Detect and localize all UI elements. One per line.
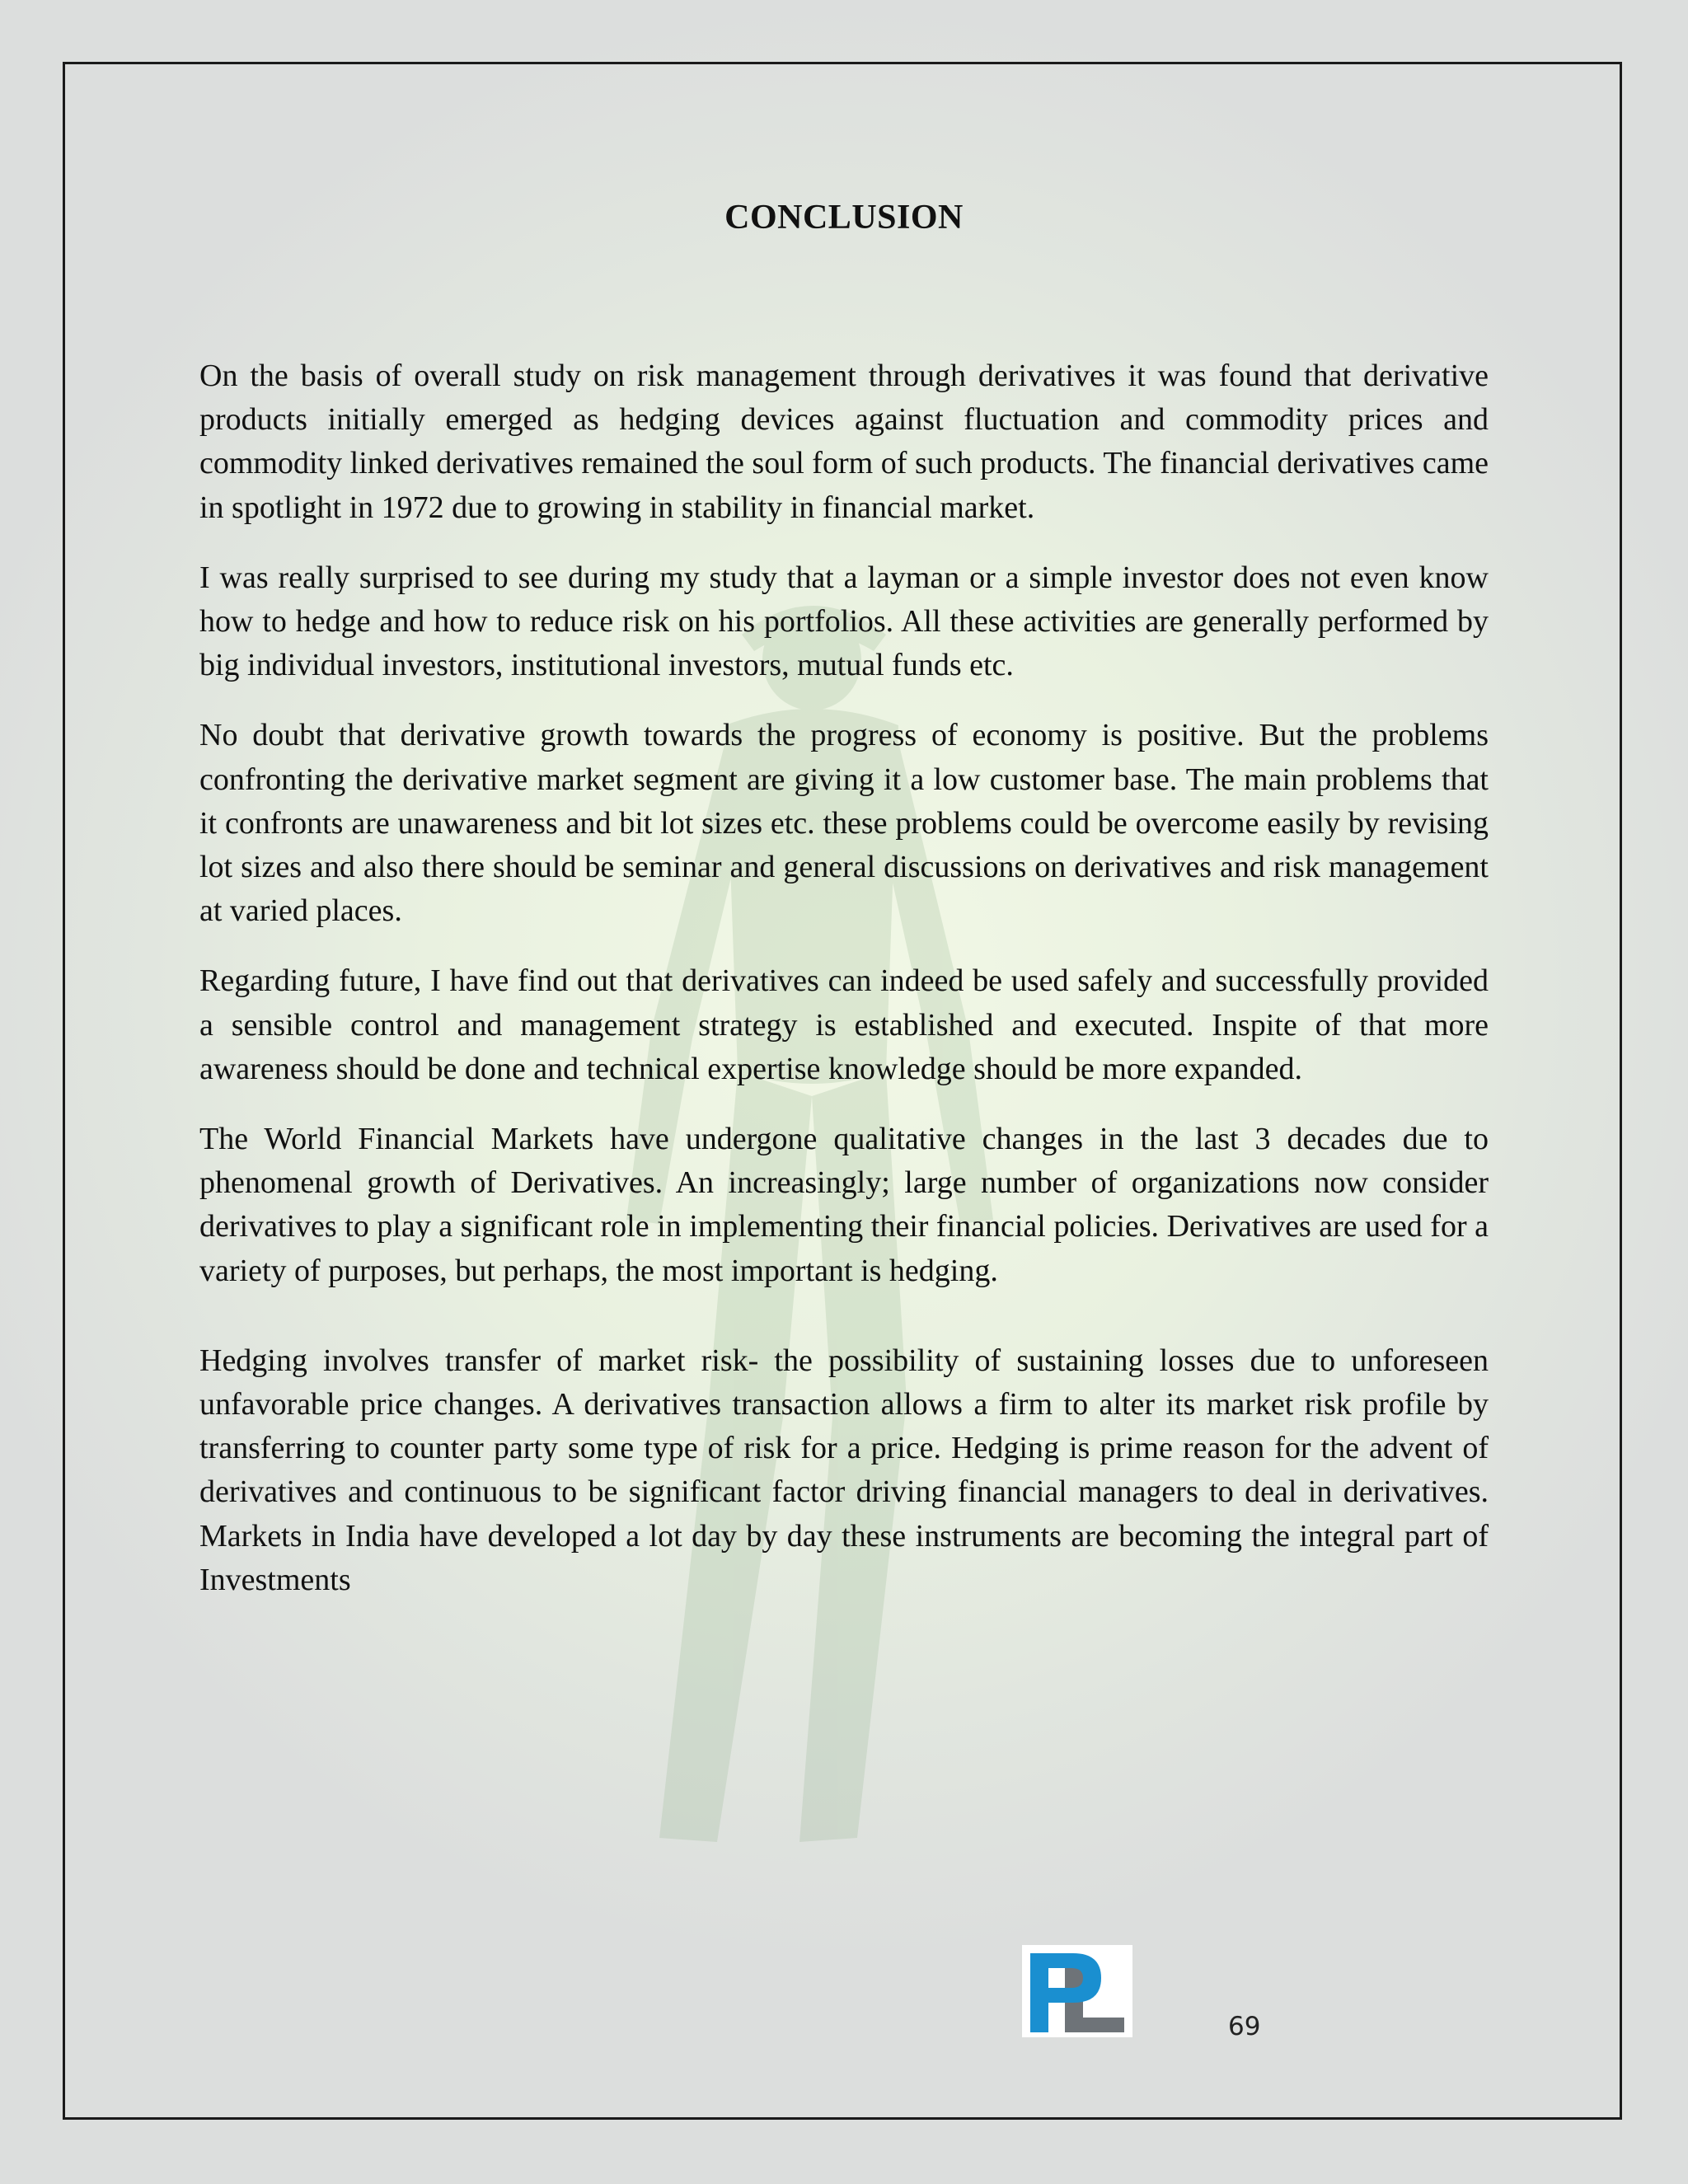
paragraph-3: No doubt that derivative growth towards the progress of economy is positive. But the problems confronting the derivative market segment are giving it a low customer base. The main problems that it confronts are unawareness and bit lot sizes etc. these problems could be overcome easily by revising lot sizes and also there should be seminar and general discussions on derivatives and risk management at varied places. [199,718,1489,929]
body-text [199,354,1489,1629]
page-title: CONCLUSION [724,199,964,237]
paragraph-2: I was really surprised to see during my study that a layman or a simple investor does not even know how to hedge and how to reduce risk on his portfolios. All these activities are generally performed by big individual investors, institutional investors, mutual funds etc. [199,560,1489,683]
pl-logo-icon [1022,1945,1132,2037]
paragraph-5: The World Financial Markets have undergone qualitative changes in the last 3 decades due to phenomenal growth of Derivatives. An increasingly; large number of organizations now consider derivatives to play a significant role in implementing their financial policies. Derivatives are used for a variety of purposes, but perhaps, the most important is hedging. [199,1122,1489,1288]
page-number: 69 [1228,2012,1261,2041]
paragraph-6: Hedging involves transfer of market risk- the possibility of sustaining losses due to unforeseen unfavorable price changes. A derivatives transaction allows a firm to alter its market risk profile by transferring to counter party some type of risk for a price. Hedging is prime reason for the advent of derivatives and continuous to be significant factor driving financial managers to deal in derivatives. Markets in India have developed a lot day by day these instruments are becoming the integral part of Investments [199,1343,1489,1597]
paragraph-1: On the basis of overall study on risk management through derivatives it was found that derivative products initially emerged as hedging devices against fluctuation and commodity prices and commodity linked derivatives remained the soul form of such products. The financial derivatives came in spotlight in 1972 due to growing in stability in financial market. [199,359,1489,525]
paragraph-4: Regarding future, I have find out that derivatives can indeed be used safely and successfully provided a sensible control and management strategy is established and executed. Inspite of that more awareness should be done and technical expertise knowledge should be more expanded. [199,963,1489,1086]
